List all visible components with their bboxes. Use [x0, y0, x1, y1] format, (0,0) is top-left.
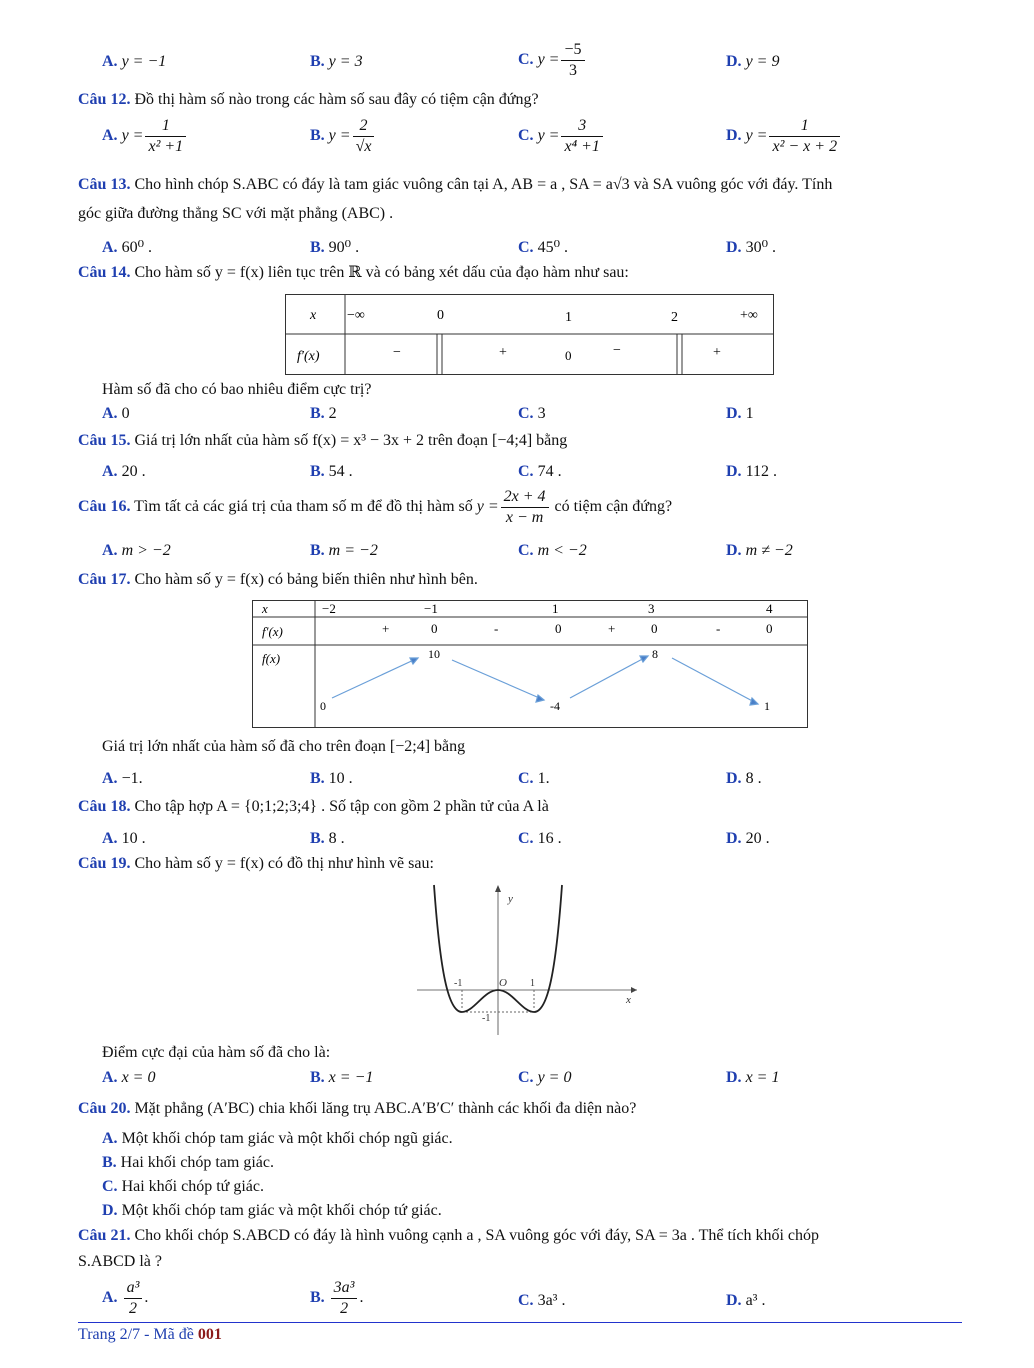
q17-arrow-down — [452, 660, 544, 700]
q12-option-a: A. y = $\frac{1}{\text{x² +1}}$ — [102, 116, 188, 157]
q16-option-d: D. m ≠ −2 — [726, 542, 793, 559]
q20-option-a: A. Một khối chóp tam giác và một khối chóp ngũ giác. — [102, 1130, 453, 1147]
q16-option-b: B. m = −2 — [310, 542, 378, 559]
q21-option-c: C. 3a³ . — [518, 1292, 566, 1309]
q14-fp-label: f′(x) — [297, 349, 320, 364]
q17-fp-sign: 0 — [431, 621, 438, 636]
q19-question: Câu 19. Cho hàm số y = f(x) có đồ thị như hình vẽ sau: — [78, 855, 434, 872]
q17-fp-sign: - — [716, 621, 721, 636]
q17-subquestion: Giá trị lớn nhất của hàm số đã cho trên đoạn [−2;4] bằng — [102, 738, 466, 755]
q17-arrow-down — [672, 658, 758, 704]
q19-function-graph — [412, 880, 642, 1040]
q11-option-d: D. y = 9 — [726, 53, 780, 70]
q19-y-label: y — [508, 893, 513, 905]
q14-x-val: 0 — [437, 308, 444, 323]
q14-sign: − — [393, 345, 401, 360]
page-footer: Trang 2/7 - Mã đề 001 — [78, 1326, 222, 1343]
q14-option-a: A. 0 — [102, 405, 130, 422]
q14-x-label: x — [310, 308, 317, 323]
q12-option-b: B. y = $\frac{2}{√x}$ — [310, 116, 376, 157]
q15-option-c: C. 74 . — [518, 463, 562, 480]
q20-option-b: B. Hai khối chóp tam giác. — [102, 1154, 274, 1171]
q12-question: Câu 12. Đồ thị hàm số nào trong các hàm số sau đây có tiệm cận đứng? — [78, 91, 539, 108]
q14-x-val: −∞ — [347, 308, 365, 323]
q17-option-c: C. 1. — [518, 770, 550, 787]
q19-origin-label: O — [499, 977, 507, 989]
q17-arrowhead — [536, 695, 544, 702]
q14-option-b: B. 2 — [310, 405, 337, 422]
q16-option-a: A. m > −2 — [102, 542, 171, 559]
q15-option-d: D. 112 . — [726, 463, 777, 480]
q17-f-val: 0 — [320, 699, 326, 713]
q18-option-a: A. 10 . — [102, 830, 146, 847]
q19-option-a: A. x = 0 — [102, 1069, 156, 1086]
q17-arrowhead — [640, 656, 648, 662]
q21-question: Câu 21. Cho khối chóp S.ABCD có đáy là hình vuông cạnh a , SA vuông góc với đáy, SA = 3a . Thể tích khối chóp — [78, 1227, 819, 1244]
q13-option-b: B. 90⁰ . — [310, 239, 360, 256]
q17-f-val: 1 — [764, 699, 770, 713]
q15-question: Câu 15. Giá trị lớn nhất của hàm số f(x) = x³ − 3x + 2 trên đoạn [−4;4] bằng — [78, 432, 568, 449]
q18-question: Câu 18. Cho tập hợp A = {0;1;2;3;4} . Số tập con gồm 2 phần tử của A là — [78, 798, 549, 815]
q13-question-line2: góc giữa đường thẳng SC với mặt phẳng (ABC) . — [78, 205, 394, 222]
q19-option-b: B. x = −1 — [310, 1069, 374, 1086]
q16-option-c: C. m < −2 — [518, 542, 587, 559]
q17-variation-table — [252, 600, 809, 730]
q17-f-val: -4 — [550, 699, 560, 713]
q17-option-d: D. 8 . — [726, 770, 762, 787]
q17-x-val: 3 — [648, 601, 655, 616]
q17-x-val: 1 — [552, 601, 559, 616]
q17-option-b: B. 10 . — [310, 770, 353, 787]
q21-option-a: A. $\frac{\text{a³}}{2}$ . — [102, 1279, 149, 1317]
q17-arrow-up — [570, 656, 648, 698]
q14-option-d: D. 1 — [726, 405, 754, 422]
q16-question: Câu 16. Tìm tất cả các giá trị của tham số m để đồ thị hàm số y = $\frac{2x + 4}{x - m}$ có tiệm cận đứng? — [78, 488, 673, 526]
q21-option-b: B. $\frac{\text{3a³}}{2}$ . — [310, 1279, 364, 1317]
q13-option-c: C. 45⁰ . — [518, 239, 568, 256]
q17-f-val: 10 — [428, 647, 440, 661]
q19-subquestion: Điểm cực đại của hàm số đã cho là: — [102, 1044, 331, 1061]
q13-option-d: D. 30⁰ . — [726, 239, 776, 256]
q19-tick-label: -1 — [482, 1013, 491, 1024]
q17-arrowhead — [410, 658, 418, 664]
q15-option-a: A. 20 . — [102, 463, 146, 480]
q18-option-b: B. 8 . — [310, 830, 345, 847]
q19-option-c: C. y = 0 — [518, 1069, 572, 1086]
q12-option-d: D. y = $\frac{1}{\text{x² − x + 2}}$ — [726, 116, 842, 157]
q14-x-val: 2 — [671, 310, 678, 325]
q17-fp-sign: + — [608, 621, 616, 636]
q17-fp-label: f′(x) — [262, 624, 283, 639]
q18-option-c: C. 16 . — [518, 830, 562, 847]
q17-fp-sign: 0 — [651, 621, 658, 636]
footer-rule — [78, 1322, 962, 1323]
q17-arrow-up — [332, 658, 418, 698]
q14-sign: − — [613, 343, 621, 358]
q19-option-d: D. x = 1 — [726, 1069, 780, 1086]
q17-x-val: 4 — [766, 601, 773, 616]
q14-sign: + — [499, 345, 507, 360]
q19-x-label: x — [626, 994, 631, 1006]
q14-x-val: +∞ — [740, 308, 758, 323]
q18-option-d: D. 20 . — [726, 830, 770, 847]
q14-sign: 0 — [565, 348, 572, 363]
q20-question: Câu 20. Mặt phẳng (A′BC) chia khối lăng trụ ABC.A′B′C′ thành các khối đa diện nào? — [78, 1100, 637, 1117]
q13-question: Câu 13. Cho hình chóp S.ABC có đáy là tam giác vuông cân tại A, AB = a , SA = a√3 và SA vuông góc với đáy. Tính — [78, 176, 833, 193]
q17-arrowhead — [750, 698, 758, 705]
q17-x-label: x — [262, 601, 268, 616]
q14-sign-table — [285, 294, 775, 376]
q17-question: Câu 17. Cho hàm số y = f(x) có bảng biến thiên như hình bên. — [78, 571, 478, 588]
q14-option-c: C. 3 — [518, 405, 546, 422]
q20-option-c: C. Hai khối chóp tứ giác. — [102, 1178, 264, 1195]
q17-f-val: 8 — [652, 647, 658, 661]
q11-option-a: A. y = −1 — [102, 53, 167, 70]
q19-tick-label: -1 — [454, 978, 463, 989]
q17-f-label: f(x) — [262, 651, 281, 666]
q17-option-a: A. −1. — [102, 770, 143, 787]
q13-option-a: A. 60⁰ . — [102, 239, 152, 256]
q21-question-line2: S.ABCD là ? — [78, 1253, 162, 1270]
q17-fp-sign: 0 — [555, 621, 562, 636]
q14-x-val: 1 — [565, 310, 572, 325]
q14-sign: + — [713, 345, 721, 360]
q17-x-val: −1 — [424, 601, 438, 616]
q17-fp-sign: - — [494, 621, 499, 636]
q21-option-d: D. a³ . — [726, 1292, 766, 1309]
q11-option-c: C. y = $\frac{-5}{3}$ — [518, 40, 587, 81]
q17-fp-sign: 0 — [766, 621, 773, 636]
q19-tick-label: 1 — [530, 978, 535, 989]
q12-option-c: C. y = $\frac{3}{\text{x⁴ +1}}$ — [518, 116, 605, 157]
q14-subquestion: Hàm số đã cho có bao nhiêu điểm cực trị? — [102, 381, 372, 398]
q20-option-d: D. Một khối chóp tam giác và một khối chóp tứ giác. — [102, 1202, 442, 1219]
q15-option-b: B. 54 . — [310, 463, 353, 480]
q17-x-val: −2 — [322, 601, 336, 616]
q17-fp-sign: + — [382, 621, 390, 636]
q14-question: Câu 14. Cho hàm số y = f(x) liên tục trên ℝ và có bảng xét dấu của đạo hàm như sau: — [78, 264, 629, 281]
q11-option-b: B. y = 3 — [310, 53, 363, 70]
